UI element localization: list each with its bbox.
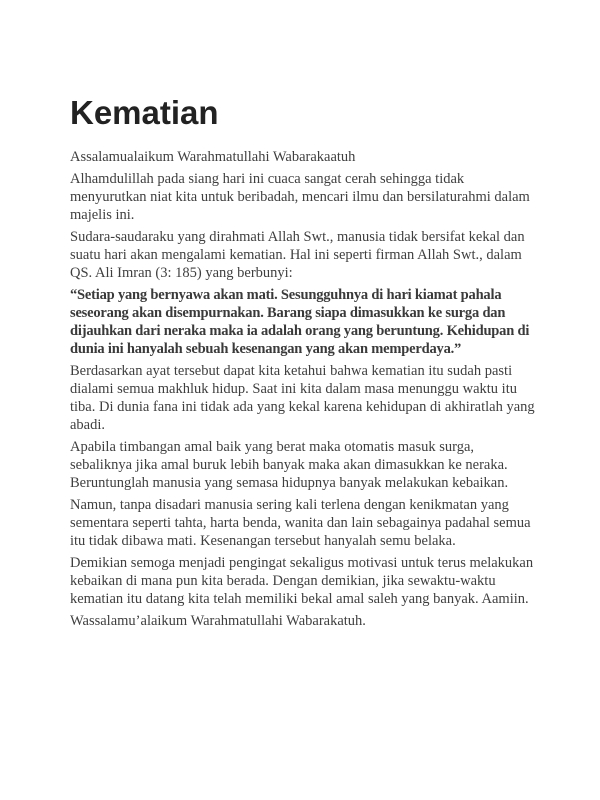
page-title: Kematian [70, 94, 219, 131]
paragraph-quran-quote: “Setiap yang bernyawa akan mati. Sesungguhnya di hari kiamat pahala seseorang akan disempurnakan. Barang siapa dimasukkan ke surga dan dijauhkan dari neraka maka ia adalah orang yang beruntung. Kehidupan di dunia ini hanyalah sebuah kesenangan yang akan memperdaya.” [70, 287, 530, 357]
paragraph-closing: Demikian semoga menjadi pengingat sekaligus motivasi untuk terus melakukan kebaikan di mana pun kita berada. Dengan demikian, jika sewaktu-waktu kematian itu datang kita telah memiliki bekal amal saleh yang banyak. Aamiin. [70, 555, 534, 607]
paragraph-intro: Alhamdulillah pada siang hari ini cuaca sangat cerah sehingga tidak menyurutkan niat kita untuk beribadah, mencari ilmu dan bersilaturahmi dalam majelis ini. [70, 171, 530, 223]
paragraph-opening-salam: Assalamualaikum Warahmatullahi Wabarakaatuh [70, 149, 356, 165]
paragraph-closing-salam: Wassalamu’alaikum Warahmatullahi Wabarakatuh. [70, 613, 366, 629]
paragraph-quran-intro: Sudara-saudaraku yang dirahmati Allah Swt., manusia tidak bersifat kekal dan suatu hari akan mengalami kematian. Hal ini seperti firman Allah Swt., dalam QS. Ali Imran (3: 185) yang berbunyi: [70, 229, 525, 281]
paragraph-deeds: Apabila timbangan amal baik yang berat maka otomatis masuk surga, sebaliknya jika amal buruk lebih banyak maka akan dimasukkan ke neraka. Beruntunglah manusia yang semasa hidupnya banyak melakukan kebaikan. [70, 439, 509, 491]
paragraph-worldly-pleasures: Namun, tanpa disadari manusia sering kali terlena dengan kenikmatan yang sementara seperti tahta, harta benda, wanita dan lain sebagainya padahal semua itu tidak dibawa mati. Kesenangan tersebut hanyalah semu belaka. [70, 497, 531, 549]
paragraph-reflection: Berdasarkan ayat tersebut dapat kita ketahui bahwa kematian itu sudah pasti dialami semua makhluk hidup. Saat ini kita dalam masa menunggu waktu itu tiba. Di dunia fana ini tidak ada yang kekal karena kehidupan di akhiratlah yang abadi. [70, 363, 535, 433]
